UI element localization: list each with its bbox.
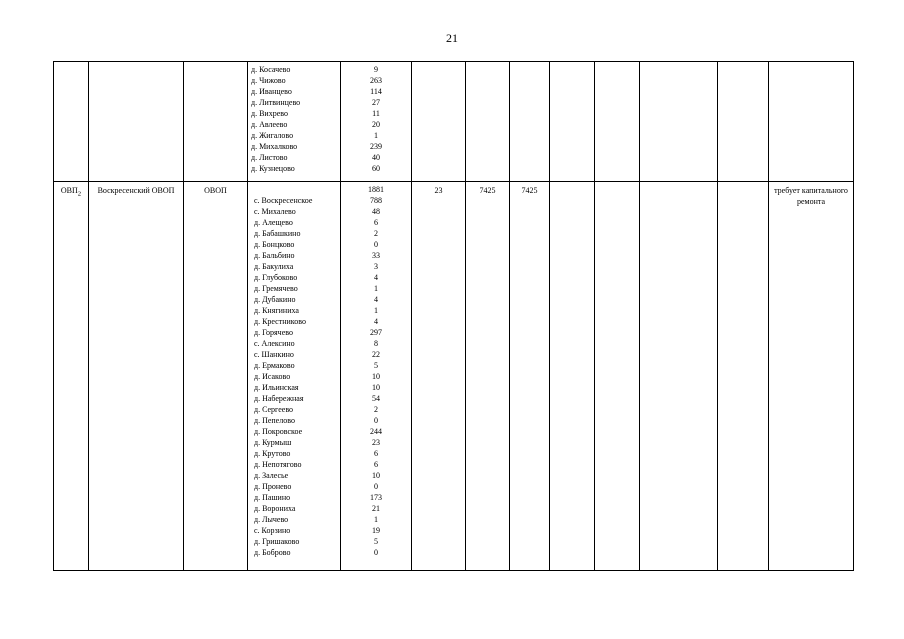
settlement-population: 23	[372, 438, 380, 447]
settlement-population: 1	[374, 515, 378, 524]
settlement-population: 40	[372, 153, 380, 162]
settlement-name: д. Княгиниха	[254, 306, 299, 315]
cell-col6: 7425	[466, 182, 510, 571]
cell-note	[769, 62, 854, 182]
page-number: 21	[446, 31, 458, 45]
settlement-population: 6	[374, 218, 378, 227]
settlement-name: д. Иванцево	[251, 87, 292, 96]
cell-code: $ОВП_2$	[54, 182, 89, 571]
settlement-population: 244	[370, 427, 382, 436]
settlement-name: д. Гремячево	[254, 284, 298, 293]
settlement-population: 1	[374, 284, 378, 293]
settlement-population: 0	[374, 240, 378, 249]
settlement-population: 5	[374, 537, 378, 546]
settlements-table	[53, 61, 854, 571]
cell-col10	[640, 182, 718, 571]
settlement-name: с. Михалево	[254, 207, 296, 216]
cell-col10	[640, 62, 718, 182]
settlement-population: 4	[374, 273, 378, 282]
settlement-population: 20	[372, 120, 380, 129]
settlement-population: 11	[372, 109, 380, 118]
settlement-population: 3	[374, 262, 378, 271]
settlement-name: д. Крестниково	[254, 317, 306, 326]
settlement-population: 22	[372, 350, 380, 359]
settlement-name: д. Набережная	[254, 394, 304, 403]
settlement-population: 10	[372, 383, 380, 392]
settlement-name: д. Пронево	[254, 482, 292, 491]
settlement-population: 10	[372, 372, 380, 381]
settlement-name: д. Ильинская	[254, 383, 299, 392]
settlement-population: 6	[374, 449, 378, 458]
settlement-population: 4	[374, 317, 378, 326]
settlement-name: д. Михалково	[251, 142, 298, 151]
settlement-population: 173	[370, 493, 382, 502]
settlement-name: с. Корзино	[254, 526, 291, 535]
settlement-name: д. Листово	[251, 153, 288, 162]
cell-col8	[550, 182, 595, 571]
cell-col9	[595, 62, 640, 182]
cell-col5: 23	[412, 182, 466, 571]
settlement-population: 6	[374, 460, 378, 469]
settlement-name: д. Боброво	[254, 548, 291, 557]
settlement-population: 239	[370, 142, 382, 151]
settlement-population: 297	[370, 328, 382, 337]
cell-col7	[510, 62, 550, 182]
settlement-name: д. Кузнецово	[251, 164, 295, 173]
settlement-population: 33	[372, 251, 380, 260]
settlement-population: 0	[374, 548, 378, 557]
cell-type: ОВОП	[184, 182, 248, 571]
settlement-name: д. Литвинцево	[251, 98, 301, 107]
settlement-population: 0	[374, 416, 378, 425]
settlement-name: д. Вихрево	[251, 109, 288, 118]
settlement-population: 4	[374, 295, 378, 304]
settlement-name: д. Сергеево	[254, 405, 294, 414]
settlement-name: д. Курмыш	[254, 438, 292, 447]
settlement-name: д. Бальбино	[254, 251, 295, 260]
settlement-population: 27	[372, 98, 380, 107]
settlement-name: с. Алексино	[254, 339, 295, 348]
cell-col9	[595, 182, 640, 571]
settlement-population: 48	[372, 207, 380, 216]
settlement-population: 8	[374, 339, 378, 348]
settlement-population: 0	[374, 482, 378, 491]
settlement-name: д. Залесье	[254, 471, 289, 480]
settlement-populations	[341, 182, 412, 571]
settlement-name: д. Ермаково	[254, 361, 295, 370]
total-population: 1881	[368, 185, 384, 194]
settlement-name: д. Гришаково	[254, 537, 300, 546]
settlement-name: д. Исаково	[254, 372, 291, 381]
settlement-name: д. Крутово	[254, 449, 291, 458]
settlement-population: 788	[370, 196, 382, 205]
cell-col11	[718, 182, 769, 571]
settlement-name: д. Алещево	[254, 218, 293, 227]
cell-col6	[466, 62, 510, 182]
settlement-name: д. Лычево	[254, 515, 289, 524]
settlement-name: д. Пашино	[254, 493, 291, 502]
settlement-population: 54	[372, 394, 380, 403]
settlement-population: 9	[374, 65, 378, 74]
settlement-population: 2	[374, 229, 378, 238]
settlement-name: д. Глубоково	[254, 273, 298, 282]
settlement-population: 1	[374, 306, 378, 315]
settlement-populations	[341, 62, 412, 182]
settlement-population: 21	[372, 504, 380, 513]
settlement-name: д. Бабашкино	[254, 229, 301, 238]
cell-col11	[718, 62, 769, 182]
cell-col5	[412, 62, 466, 182]
settlement-name: д. Непотягово	[254, 460, 302, 469]
cell-code	[54, 62, 89, 182]
cell-type	[184, 62, 248, 182]
settlement-population: 1	[374, 131, 378, 140]
cell-name	[89, 62, 184, 182]
settlement-population: 2	[374, 405, 378, 414]
cell-name: Воскресенский ОВОП	[89, 182, 184, 571]
settlement-population: 10	[372, 471, 380, 480]
settlement-names	[248, 182, 341, 571]
settlement-name: д. Горячево	[254, 328, 293, 337]
settlement-name: с. Шанкино	[254, 350, 294, 359]
settlement-population: 114	[370, 87, 382, 96]
cell-col8	[550, 62, 595, 182]
settlement-population: 263	[370, 76, 382, 85]
settlement-name: д. Чижово	[251, 76, 286, 85]
settlement-name: с. Воскресенское	[254, 196, 313, 205]
settlement-population: 19	[372, 526, 380, 535]
cell-note: требует капитального ремонта	[769, 182, 854, 571]
settlement-name: д. Покровское	[254, 427, 303, 436]
settlement-name: д. Пепелово	[254, 416, 295, 425]
settlement-name: д. Жигалово	[251, 131, 294, 140]
settlement-population: 5	[374, 361, 378, 370]
cell-col7: 7425	[510, 182, 550, 571]
settlement-names	[248, 62, 341, 182]
settlement-name: д. Косачево	[251, 65, 291, 74]
settlement-population: 60	[372, 164, 380, 173]
settlement-name: д. Бонцково	[254, 240, 295, 249]
settlement-name: д. Бакулиха	[254, 262, 294, 271]
settlement-name: д. Дубакино	[254, 295, 296, 304]
settlement-name: д. Ворониха	[254, 504, 296, 513]
settlement-name: д. Авлеево	[251, 120, 288, 129]
table-row	[54, 182, 854, 571]
table-row	[54, 62, 854, 182]
